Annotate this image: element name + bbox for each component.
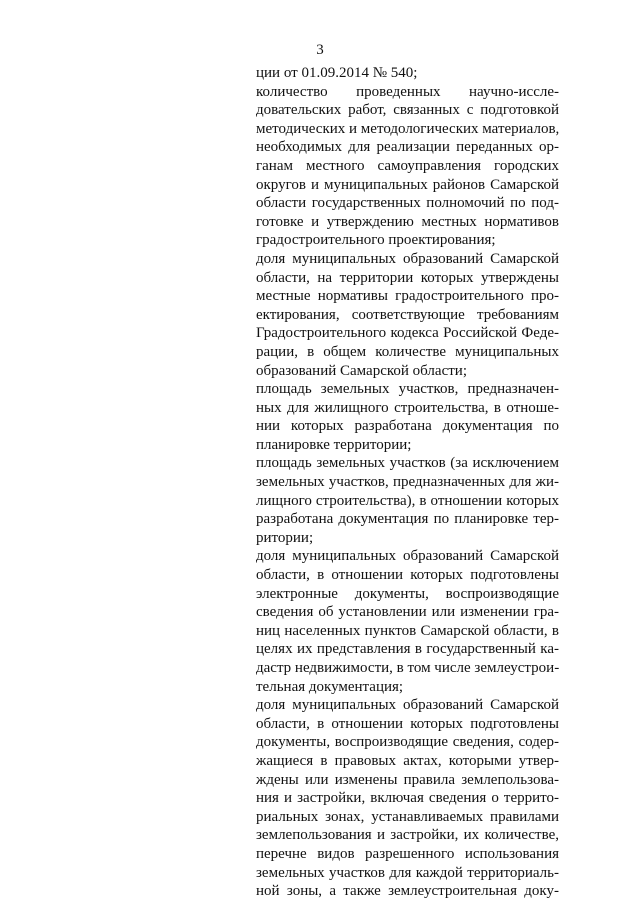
- document-body: [256, 64, 559, 901]
- text-line: рации, в общем количестве муниципальных: [256, 343, 559, 360]
- text-line: планировке территории;: [256, 436, 412, 453]
- text-line: области, в отношении которых подготовлены: [256, 715, 559, 732]
- text-line: ниц населенных пунктов Самарской области, в: [256, 622, 559, 639]
- text-line: сведения об установлении или изменении гра-: [256, 604, 559, 621]
- text-line: лищного строительства), в отношении которых: [256, 492, 559, 509]
- text-line: доля муниципальных образований Самарской: [256, 548, 559, 565]
- text-line: целях их представления в государственный ка-: [256, 641, 559, 658]
- text-line: довательских работ, связанных с подготовкой: [256, 102, 559, 119]
- text-line: градостроительного проектирования;: [256, 232, 496, 249]
- text-line: методических и методологических материалов,: [256, 120, 560, 137]
- text-line: ганам местного самоуправления городских: [256, 157, 559, 174]
- text-line: электронные документы, воспроизводящие: [256, 585, 559, 602]
- text-line: ной зоны, а также землеустроительная доку-: [256, 883, 559, 900]
- text-line: ритории;: [256, 529, 314, 546]
- text-line: области государственных полномочий по под-: [256, 195, 559, 212]
- text-line: ных для жилищного строительства, в отноше-: [256, 399, 559, 416]
- text-line: документы, воспроизводящие сведения, содер-: [256, 734, 559, 751]
- text-line: округов и муниципальных районов Самарской: [256, 176, 559, 193]
- text-line: площадь земельных участков, предназначен-: [256, 381, 559, 398]
- text-line: ждены или изменены правила землепользова-: [256, 771, 559, 788]
- text-line: разработана документация по планировке тер-: [256, 511, 559, 528]
- text-line: ции от 01.09.2014 № 540;: [256, 65, 418, 81]
- text-line: землепользования и застройки, их количестве,: [256, 827, 559, 844]
- text-line: тельная документация;: [256, 678, 404, 695]
- text-line: площадь земельных участков (за исключением: [256, 455, 559, 472]
- text-line: перечне видов разрешенного использования: [256, 845, 559, 862]
- text-line: риальных зонах, устанавливаемых правилами: [256, 808, 559, 825]
- text-line: ния и застройки, включая сведения о террито-: [256, 790, 559, 807]
- text-line: ектирования, соответствующие требованиям: [256, 306, 559, 323]
- text-line: дастр недвижимости, в том числе землеустрои-: [256, 660, 560, 676]
- text-line: земельных участков для каждой территориаль-: [256, 864, 559, 881]
- text-line: доля муниципальных образований Самарской: [256, 250, 559, 267]
- text-line: количество проведенных научно-иссле-: [256, 83, 559, 100]
- text-line: доля муниципальных образований Самарской: [256, 697, 559, 714]
- text-line: нии которых разработана документация по: [256, 418, 559, 435]
- text-line: области, в отношении которых подготовлены: [256, 567, 559, 584]
- text-line: готовке и утверждению местных нормативов: [256, 213, 559, 230]
- page-number: 3: [316, 42, 324, 58]
- text-line: области, на территории которых утверждены: [256, 269, 559, 286]
- text-line: необходимых для реализации переданных ор-: [256, 139, 559, 156]
- text-line: местные нормативы градостроительного про-: [256, 288, 559, 305]
- text-line: жащиеся в правовых актах, которыми утвер-: [256, 752, 559, 769]
- text-line: земельных участков, предназначенных для жи-: [256, 474, 559, 491]
- text-line: Градостроительного кодекса Российской Феде-: [256, 325, 559, 342]
- text-line: образований Самарской области;: [256, 362, 467, 379]
